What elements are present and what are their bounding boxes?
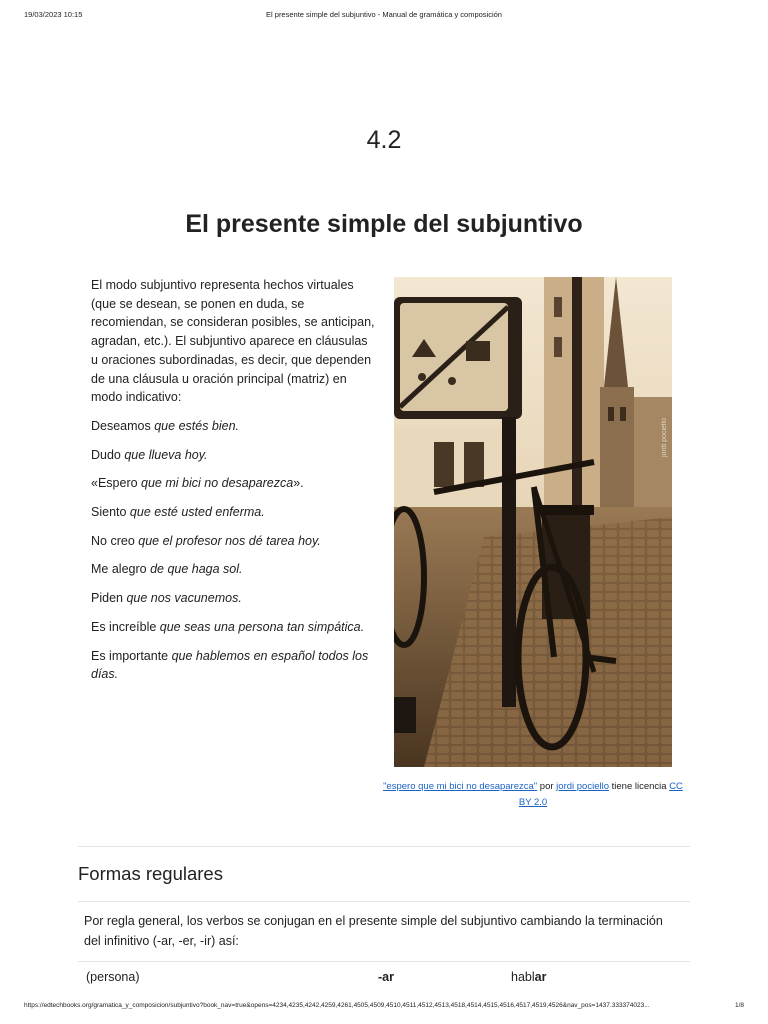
example-subordinate-clause: de que haga sol. (150, 562, 243, 577)
example-sentence (91, 503, 376, 522)
bicycle-photo (394, 277, 672, 767)
example-sentence (91, 417, 376, 436)
example-sentence (91, 446, 376, 465)
examples-list (91, 417, 376, 684)
conjugation-table-header-row (78, 968, 690, 992)
caption-link-author[interactable]: jordi pociello (556, 781, 609, 792)
photo-watermark: jordi pociello (661, 418, 668, 457)
figure-caption (380, 779, 686, 810)
section-divider-top (78, 846, 690, 847)
example-subordinate-clause: que el profesor nos dé tarea hoy. (138, 533, 321, 548)
body-text (91, 276, 376, 694)
section-divider-mid (78, 901, 690, 902)
table-cell-hablar-stem: habl (511, 970, 535, 984)
example-main-clause: Me alegro (91, 562, 151, 577)
example-subordinate-clause: que mi bici no desaparezca (141, 476, 294, 491)
caption-link-title[interactable]: "espero que mi bici no desaparezca" (383, 781, 538, 792)
print-url: https://edtechbooks.org/gramatica_y_composicion/subjuntivo?book_nav=true&opens=4234,4235,4242,4259,4261,4505,4509,4510,4511,4512,4513,4518,4514,4515,4516,4517,4519,4526&nav_pos=1437.333374023... (24, 1002, 650, 1009)
table-cell-hablar (511, 970, 546, 984)
example-main-clause: Piden (91, 591, 127, 606)
caption-link-license[interactable]: CC BY 2.0 (518, 781, 683, 808)
example-main-clause: Siento (91, 505, 130, 520)
example-sentence (91, 474, 376, 493)
page-title: El presente simple del subjuntivo (185, 210, 583, 238)
example-sentence (91, 532, 376, 551)
example-main-clause: Dudo (91, 447, 125, 462)
print-datetime: 19/03/2023 10:15 (24, 10, 83, 19)
example-sentence (91, 589, 376, 608)
example-subordinate-clause: que estés bien. (154, 418, 240, 433)
print-page-number: 1/8 (734, 1002, 744, 1009)
caption-text-by: por (537, 781, 557, 792)
table-cell-hablar-ending: ar (534, 970, 547, 984)
table-cell-person: (persona) (86, 970, 140, 984)
example-main-clause: No creo (91, 533, 139, 548)
example-subordinate-clause: que esté usted enferma. (129, 505, 265, 520)
example-subordinate-clause: que nos vacunemos. (126, 591, 242, 606)
chapter-number: 4.2 (366, 126, 402, 154)
example-subordinate-clause: que llueva hoy. (124, 447, 208, 462)
example-end-punctuation: ». (293, 476, 304, 491)
bicycle-photo-illustration (394, 277, 672, 767)
print-document-title: El presente simple del subjuntivo - Manual de gramática y composición (266, 10, 502, 19)
table-cell-ar: -ar (378, 970, 394, 984)
example-main-clause: Es importante (91, 648, 172, 663)
example-main-clause: Es increíble (91, 619, 160, 634)
caption-text-license: tiene licencia (608, 781, 670, 792)
example-subordinate-clause: que seas una persona tan simpática. (159, 619, 365, 634)
example-sentence (91, 647, 376, 684)
example-sentence (91, 618, 376, 637)
example-main-clause: Deseamos (91, 418, 155, 433)
example-subordinate-clause: que hablemos en español todos los días. (91, 648, 369, 682)
section-heading: Formas regulares (78, 863, 223, 884)
intro-paragraph: El modo subjuntivo representa hechos virtuales (que se desean, se ponen en duda, se recomiendan, se consideran posibles, se anticipan, agradan, etc.). El subjuntivo aparece en cláusulas u oraciones subordinadas, es decir, que dependen de una cláusula u oración principal (matriz) en modo indicativo: (91, 278, 375, 405)
example-main-clause: «Espero (91, 476, 142, 491)
table-divider (78, 961, 690, 962)
section-intro: Por regla general, los verbos se conjugan en el presente simple del subjuntivo cambiando la terminación del infinitivo (-ar, -er, -ir) así: (84, 914, 663, 948)
example-sentence (91, 560, 376, 579)
